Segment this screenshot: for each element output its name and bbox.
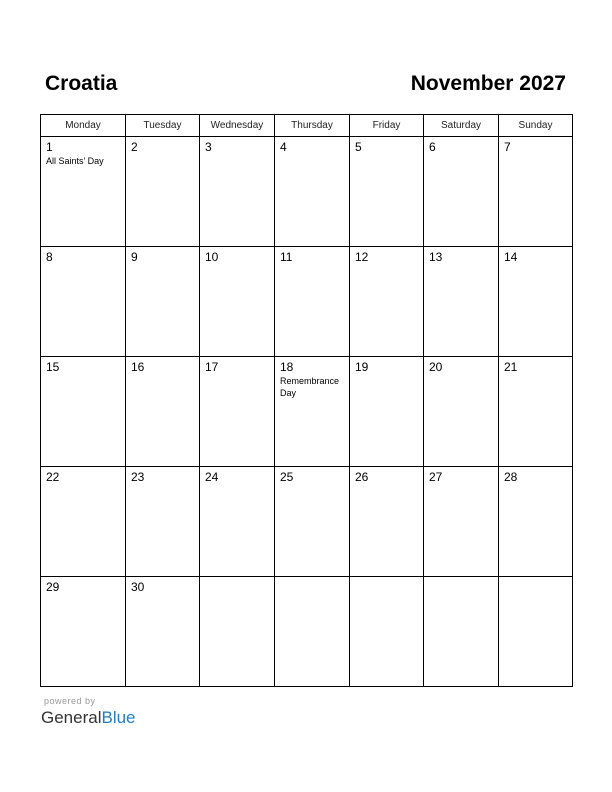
day-number: 27 bbox=[429, 470, 443, 484]
week-row bbox=[41, 357, 573, 467]
day-cell bbox=[126, 357, 200, 467]
brand-general-text: General bbox=[41, 708, 102, 727]
day-cell bbox=[126, 247, 200, 357]
day-cell bbox=[200, 467, 275, 577]
day-cell bbox=[126, 137, 200, 247]
day-cell bbox=[350, 467, 424, 577]
day-number: 15 bbox=[46, 360, 60, 374]
day-number: 10 bbox=[205, 250, 219, 264]
weekday-header: Saturday bbox=[424, 115, 499, 137]
day-number: 13 bbox=[429, 250, 443, 264]
day-cell bbox=[499, 247, 573, 357]
day-cell bbox=[275, 467, 350, 577]
day-cell bbox=[41, 137, 126, 247]
day-number: 19 bbox=[355, 360, 369, 374]
day-number: 22 bbox=[46, 470, 60, 484]
day-number: 18 bbox=[280, 360, 294, 374]
day-cell bbox=[41, 577, 126, 687]
day-cell bbox=[41, 467, 126, 577]
day-number: 9 bbox=[131, 250, 138, 264]
brand-blue-text: Blue bbox=[101, 708, 136, 727]
day-number: 30 bbox=[131, 580, 145, 594]
empty-day-cell bbox=[499, 577, 573, 687]
day-number: 24 bbox=[205, 470, 219, 484]
day-number: 14 bbox=[504, 250, 518, 264]
holiday-label: Remembrance Day bbox=[280, 376, 340, 398]
month-title: November 2027 bbox=[410, 72, 566, 95]
day-number: 3 bbox=[205, 140, 212, 154]
day-cell bbox=[275, 137, 350, 247]
weekday-header: Sunday bbox=[499, 115, 573, 137]
day-cell bbox=[350, 247, 424, 357]
weekday-header: Thursday bbox=[275, 115, 350, 137]
week-row bbox=[41, 467, 573, 577]
day-number: 25 bbox=[280, 470, 294, 484]
day-number: 23 bbox=[131, 470, 145, 484]
day-cell bbox=[200, 137, 275, 247]
day-number: 5 bbox=[355, 140, 362, 154]
day-number: 12 bbox=[355, 250, 369, 264]
day-number: 28 bbox=[504, 470, 518, 484]
day-number: 26 bbox=[355, 470, 369, 484]
day-cell bbox=[424, 467, 499, 577]
day-cell bbox=[126, 577, 200, 687]
day-number: 1 bbox=[46, 140, 53, 154]
day-cell bbox=[424, 137, 499, 247]
empty-day-cell bbox=[424, 577, 499, 687]
day-number: 6 bbox=[429, 140, 436, 154]
calendar-grid bbox=[40, 114, 573, 687]
day-number: 17 bbox=[205, 360, 219, 374]
day-cell bbox=[424, 247, 499, 357]
powered-by-text: powered by bbox=[44, 696, 96, 706]
weekday-header: Tuesday bbox=[126, 115, 200, 137]
day-cell bbox=[499, 357, 573, 467]
day-number: 21 bbox=[504, 360, 518, 374]
day-number: 8 bbox=[46, 250, 53, 264]
day-cell bbox=[275, 357, 350, 467]
week-row bbox=[41, 577, 573, 687]
empty-day-cell bbox=[200, 577, 275, 687]
day-number: 4 bbox=[280, 140, 287, 154]
generalblue-logo[interactable] bbox=[41, 708, 136, 728]
week-row bbox=[41, 247, 573, 357]
calendar-header bbox=[40, 70, 572, 98]
day-cell bbox=[126, 467, 200, 577]
footer-branding bbox=[41, 695, 136, 728]
day-cell bbox=[499, 467, 573, 577]
empty-day-cell bbox=[350, 577, 424, 687]
day-cell bbox=[41, 247, 126, 357]
day-cell bbox=[41, 357, 126, 467]
day-number: 20 bbox=[429, 360, 443, 374]
day-cell bbox=[200, 247, 275, 357]
weekday-header: Wednesday bbox=[200, 115, 275, 137]
day-number: 29 bbox=[46, 580, 60, 594]
empty-day-cell bbox=[275, 577, 350, 687]
day-cell bbox=[350, 137, 424, 247]
day-cell bbox=[275, 247, 350, 357]
day-number: 7 bbox=[504, 140, 511, 154]
day-number: 16 bbox=[131, 360, 145, 374]
country-title: Croatia bbox=[45, 72, 118, 95]
day-cell bbox=[200, 357, 275, 467]
weekday-header: Friday bbox=[350, 115, 424, 137]
day-cell bbox=[424, 357, 499, 467]
holiday-label: All Saints’ Day bbox=[46, 156, 104, 166]
day-number: 2 bbox=[131, 140, 138, 154]
weekday-header: Monday bbox=[41, 115, 126, 137]
day-cell bbox=[350, 357, 424, 467]
day-cell bbox=[499, 137, 573, 247]
week-row bbox=[41, 137, 573, 247]
weekday-header-row bbox=[41, 115, 573, 137]
day-number: 11 bbox=[280, 250, 293, 264]
